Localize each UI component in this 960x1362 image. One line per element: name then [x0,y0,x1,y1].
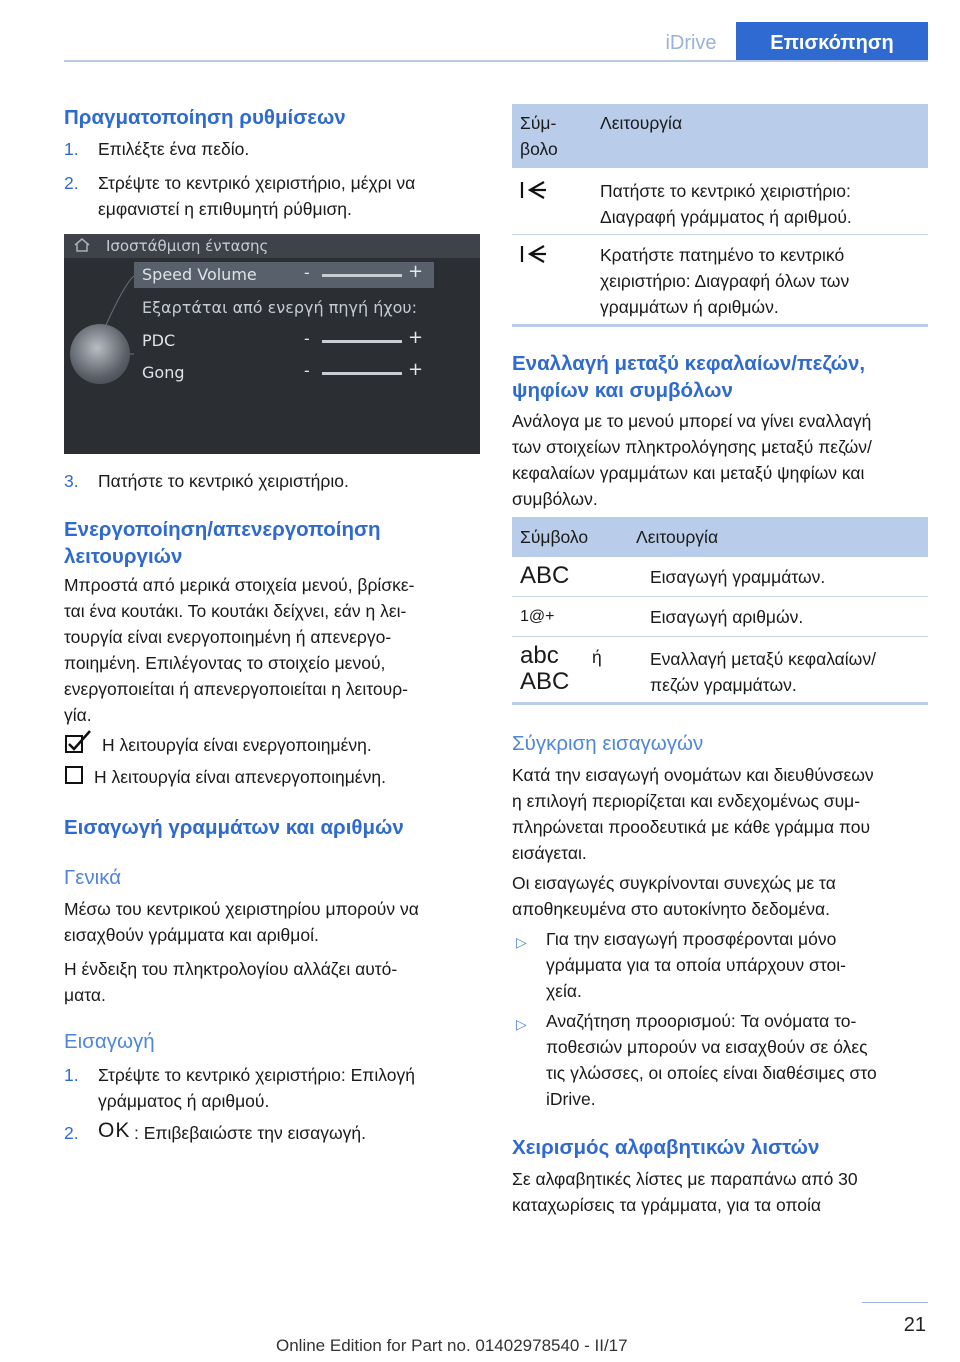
general-paragraph: Μέσω του κεντρικού χειριστηρίου μπορούν να εισαχθούν γράμματα και αριθμοί. [64,899,419,945]
step-number: 2. [64,173,79,193]
switch-paragraph: Ανάλογα με το μενού μπορεί να γίνει εναλλαγή των στοιχείων πληκτρολόγησης μεταξύ πεζών/ κεφαλαίων γραμμάτων και μεταξύ ψηφίων και συμβόλων. [512,411,872,509]
step-text: : Επιβεβαιώστε την εισαγωγή. [134,1123,366,1143]
heading-lists: Χειρισμός αλφαβητικών λιστών [512,1136,820,1159]
unchecked-text: Η λειτουργία είναι απενεργοποιημένη. [94,767,386,787]
pdc-label: PDC [142,331,176,350]
lists-paragraph: Σε αλφαβητικές λίστες με παραπάνω από 30 καταχωρίσεις τα γράμματα, για τα οποία [512,1169,858,1215]
activate-paragraph: Μπροστά από μερικά στοιχεία μενού, βρίσκε- ται ένα κουτάκι. Το κουτάκι δείχνει, εάν η λει- τουργία είναι ενεργοποιημένη ή απενεργο- ποιημένη. Επιλέγοντας το στοιχείο μενού, ενεργοποιείται ή απενεργοποιείται η λειτουρ- γία. [64,575,415,725]
step-number: 1. [64,139,79,159]
step-number: 3. [64,471,79,491]
table-end-rule [512,324,928,327]
heading-input: Εισαγωγή γραμμάτων και αριθμών [64,816,404,839]
compare-paragraph-1: Κατά την εισαγωγή ονομάτων και διευθύνσεων η επιλογή περιορίζεται και ενδεχομένως συμ- πληρώνεται προοδευτικά με κάθε γράμμα που εισάγεται. [512,765,874,863]
heading-compare: Σύγκριση εισαγωγών [512,732,704,755]
col-symbol: Σύμ- [520,113,557,133]
triangle-bullet-icon: ▷ [516,934,527,950]
minus-icon: - [304,329,310,348]
depends-source-label: Εξαρτάται από ενεργή πηγή ήχου: [142,298,418,317]
table-header [512,104,928,168]
keyboard-paragraph: Η ένδειξη του πληκτρολογίου αλλάζει αυτό- ματα. [64,959,398,1005]
numbers-symbol: 1@+ [520,608,555,625]
abc-upper-symbol: ABC [520,562,570,589]
heading-entry: Εισαγωγή [64,1030,155,1053]
backspace-icon [520,244,548,264]
table-cell: γραμμάτων ή αριθμών. [600,297,779,317]
table-cell: Εισαγωγή γραμμάτων. [650,567,826,587]
plus-icon: + [408,359,424,380]
table-symbols [512,517,928,557]
step-text: γράμματος ή αριθμού. [98,1091,270,1111]
col-symbol: Σύμβολο [520,527,589,547]
table-delete [512,104,928,168]
screen-title: Ισοστάθμιση έντασης [106,237,269,255]
step-text: Στρέψτε το κεντρικό χειριστήριο: Επιλογή [98,1065,415,1085]
table-cell: Εναλλαγή μεταξύ κεφαλαίων/ [650,649,876,669]
table-header [512,517,928,557]
abc-upper-symbol: ABC [520,668,570,695]
heading-settings: Πραγματοποίηση ρυθμίσεων [64,106,346,129]
or-text: ή [592,647,602,667]
step-number: 2. [64,1123,79,1143]
table-cell: Πατήστε το κεντρικό χειριστήριο: [600,181,851,201]
minus-icon: - [304,361,310,380]
triangle-bullet-icon: ▷ [516,1016,527,1032]
plus-icon: + [408,327,424,348]
col-function: Λειτουργία [636,527,719,547]
heading-general: Γενικά [64,866,122,889]
row-separator [512,636,928,637]
table-cell: πεζών γραμμάτων. [650,675,797,695]
minus-icon: - [304,263,310,282]
heading-activate: Ενεργοποίηση/απενεργοποίηση λειτουργιών [64,518,381,568]
col-symbol: βολο [520,139,558,159]
row-separator [512,234,928,235]
step-text: εμφανιστεί η επιθυμητή ρύθμιση. [98,199,352,219]
step-number: 1. [64,1065,79,1085]
compare-paragraph-2: Οι εισαγωγές συγκρίνονται συνεχώς με τα αποθηκευμένα στο αυτοκίνητο δεδομένα. [512,873,836,919]
header-tab: Επισκόπηση [736,22,928,62]
step-text: Στρέψτε το κεντρικό χειριστήριο, μέχρι να [98,173,416,193]
plus-icon: + [408,261,424,282]
gong-label: Gong [142,363,185,382]
header-rule [64,60,928,62]
header-section: iDrive [665,32,717,54]
step-text: Πατήστε το κεντρικό χειριστήριο. [98,471,349,491]
controller-knob [70,324,130,384]
footer-rule [862,1302,928,1303]
table-cell: Εισαγωγή αριθμών. [650,607,804,627]
abc-lower-symbol: abc [520,642,559,669]
page-number: 21 [903,1314,926,1336]
step-text: Επιλέξτε ένα πεδίο. [98,139,250,159]
speed-volume-label: Speed Volume [142,265,257,284]
bullet-item: Για την εισαγωγή προσφέρονται μόνο γράμματα για τα οποία υπάρχουν στοι- χεία. [546,929,846,1001]
table-end-rule [512,702,928,705]
ok-icon: OK [98,1119,131,1142]
row-separator [512,596,928,597]
unchecked-box-icon [64,764,86,786]
idrive-screen-image [64,234,480,454]
table-cell: Διαγραφή γράμματος ή αριθμού. [600,207,852,227]
col-function: Λειτουργία [600,113,683,133]
edition-footer: Online Edition for Part no. 01402978540 - II/17 [276,1336,628,1355]
checked-text: Η λειτουργία είναι ενεργοποιημένη. [102,735,372,755]
checked-box-icon [64,730,94,754]
bullet-item: Αναζήτηση προορισμού: Τα ονόματα το- ποθεσιών μπορούν να εισαχθούν σε όλες τις γλώσσες, οι οποίες είναι διαθέσιμες στο iDrive. [546,1011,877,1109]
heading-switch: Εναλλαγή μεταξύ κεφαλαίων/πεζών, ψηφίων και συμβόλων [512,352,866,402]
backspace-icon [520,180,548,200]
table-cell: χειριστήριο: Διαγραφή όλων των [600,271,850,291]
table-cell: Κρατήστε πατημένο το κεντρικό [600,245,845,265]
